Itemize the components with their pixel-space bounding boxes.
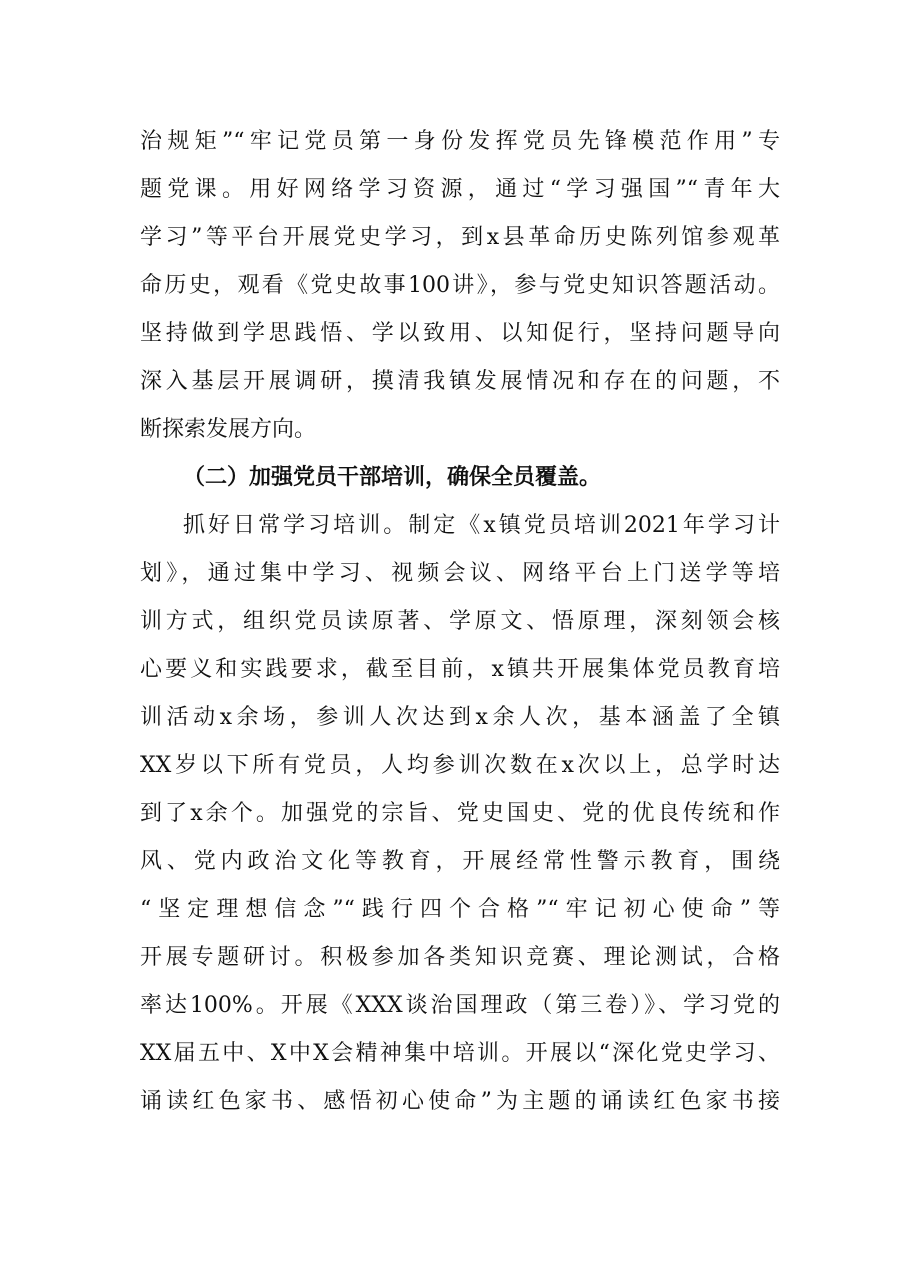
paragraph2-line-9: “坚定理想信念”“践行四个合格”“牢记初心使命”等 xyxy=(140,897,780,922)
paragraph2-line-4: 心要义和实践要求，截至目前，x镇共开展集体党员教育培 xyxy=(140,657,780,682)
paragraph2-line-8: 风、党内政治文化等教育，开展经常性警示教育，围绕 xyxy=(140,849,780,874)
paragraph2-line-2: 划》，通过集中学习、视频会议、网络平台上门送学等培 xyxy=(140,561,780,586)
paragraph2-line-1: 抓好日常学习培训。制定《x镇党员培训2021年学习计 xyxy=(183,513,780,538)
paragraph1-line-4: 命历史，观看《党史故事100讲》，参与党史知识答题活动。 xyxy=(140,273,780,298)
paragraph1-line-2: 题党课。用好网络学习资源，通过“学习强国”“青年大 xyxy=(140,177,780,202)
paragraph2-line-7: 到了x余个。加强党的宗旨、党史国史、党的优良传统和作 xyxy=(140,801,780,826)
paragraph2-line-11: 率达100%。开展《XXX谈治国理政（第三卷）》、学习党的 xyxy=(140,993,780,1018)
paragraph1-line-1: 治规矩”“牢记党员第一身份发挥党员先锋模范作用”专 xyxy=(140,129,780,154)
paragraph2-line-5: 训活动x余场，参训人次达到x余人次，基本涵盖了全镇 xyxy=(140,705,780,730)
paragraph2-line-13: 诵读红色家书、感悟初心使命”为主题的诵读红色家书接 xyxy=(140,1089,780,1114)
paragraph1-line-5: 坚持做到学思践悟、学以致用、以知促行，坚持问题导向 xyxy=(140,321,780,346)
paragraph2-line-6: XX岁以下所有党员，人均参训次数在x次以上，总学时达 xyxy=(140,753,780,778)
paragraph1-line-6: 深入基层开展调研，摸清我镇发展情况和存在的问题，不 xyxy=(140,369,780,394)
section-heading: （二）加强党员干部培训，确保全员覆盖。 xyxy=(183,465,602,490)
paragraph2-line-3: 训方式，组织党员读原著、学原文、悟原理，深刻领会核 xyxy=(140,609,780,634)
paragraph1-line-7: 断探索发展方向。 xyxy=(140,417,317,442)
paragraph2-line-12: XX届五中、X中X会精神集中培训。开展以“深化党史学习、 xyxy=(140,1041,780,1066)
paragraph1-line-3: 学习”等平台开展党史学习，到x县革命历史陈列馆参观革 xyxy=(140,225,780,250)
paragraph2-line-10: 开展专题研讨。积极参加各类知识竞赛、理论测试，合格 xyxy=(140,945,780,970)
